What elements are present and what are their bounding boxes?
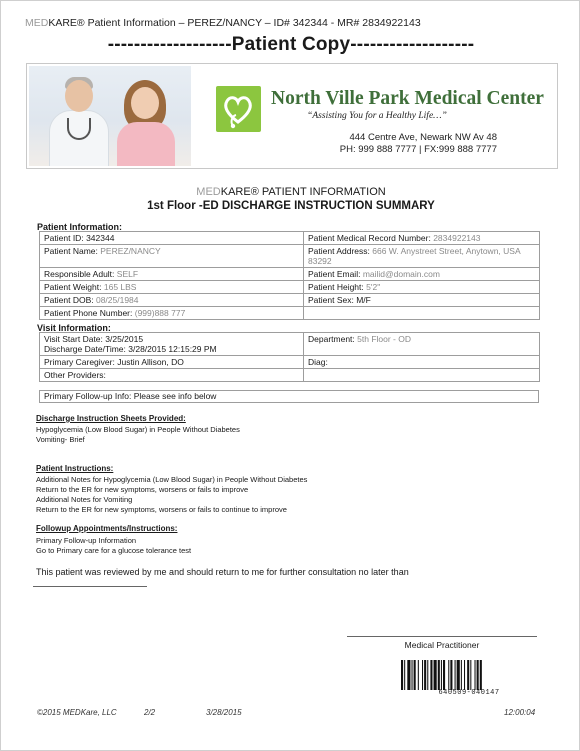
cell-value: (999)888 777: [134, 308, 186, 318]
document-subtitle: [1, 186, 580, 198]
barcode-bar: [461, 660, 462, 690]
barcode-bar: [401, 660, 403, 690]
list-item: Return to the ER for new symptoms, worsens or fails to continue to improve: [36, 505, 287, 514]
cell-label: Patient ID:: [44, 233, 87, 243]
clinic-logo-svg: [216, 86, 261, 132]
list-item: Additional Notes for Vomiting: [36, 495, 133, 504]
document-title: 1st Floor -ED DISCHARGE INSTRUCTION SUMMARY: [147, 200, 435, 212]
cell-value: 5th Floor - OD: [357, 334, 411, 344]
cell-value: M/F: [356, 295, 371, 305]
empty-cell: [304, 369, 540, 382]
header-brand-prefix: MED: [25, 17, 49, 29]
patient-copy-title: -------------------Patient Copy-------------------: [107, 34, 475, 55]
cell-label: Visit Start Date:: [44, 334, 106, 344]
cell-label: Patient Email:: [308, 269, 363, 279]
table-row: [40, 333, 540, 356]
clinic-phone: PH: 999 888 7777 | FX:999 888 7777: [339, 144, 497, 155]
cell-label: Other Providers:: [44, 370, 106, 380]
barcode-bar: [464, 660, 465, 690]
list-item: Vomiting- Brief: [36, 435, 85, 444]
barcode-bar: [480, 660, 482, 690]
followup-heading: Followup Appointments/Instructions:: [36, 524, 178, 533]
patient-email-cell: [304, 268, 540, 281]
cell-label: Patient Name:: [44, 246, 101, 256]
footer-copyright: ©2015 MEDKare, LLC: [37, 708, 117, 717]
cell-label: Diag:: [308, 357, 328, 367]
table-row: [40, 356, 540, 369]
footer-time: 12:00:04: [504, 708, 536, 717]
patient-info-heading: Patient Information:: [37, 222, 122, 232]
patient-id-cell: [40, 232, 304, 245]
barcode-bar: [424, 660, 426, 690]
barcode-bar: [450, 660, 452, 690]
barcode-bar: [455, 660, 456, 690]
cell-value: 2834922143: [433, 233, 481, 243]
barcode-bar: [441, 660, 442, 690]
barcode-bar: [443, 660, 445, 690]
cell-value: Justin Allison, DO: [117, 357, 184, 367]
barcode-bar: [475, 660, 476, 690]
cell-label: Responsible Adult:: [44, 269, 117, 279]
cell-value: 08/25/1984: [95, 295, 139, 305]
cell-label: Patient Address:: [308, 246, 373, 256]
cell-value: 3/28/2015 12:15:29 PM: [128, 344, 217, 354]
responsible-adult-cell: [40, 268, 304, 281]
header-text: KARE® Patient Information – PEREZ/NANCY – ID# 342344 - MR# 2834922143: [48, 17, 421, 29]
cell-label: Patient Sex:: [308, 295, 357, 305]
table-row: [40, 307, 540, 320]
list-item: Primary Follow-up Information: [36, 536, 137, 545]
medical-record-cell: [304, 232, 540, 245]
cell-label: Patient Height:: [308, 282, 367, 292]
barcode-bar: [430, 660, 432, 690]
barcode-bar: [422, 660, 423, 690]
cell-label: Discharge Date/Time:: [44, 344, 129, 354]
patient-sex-cell: [304, 294, 540, 307]
cell-value: 5'2": [366, 282, 381, 292]
clinic-banner: [26, 63, 558, 169]
caregiver-cell: [40, 356, 304, 369]
visit-start-line: [44, 334, 299, 344]
cell-value: 3/25/2015: [105, 334, 144, 344]
other-providers-cell: [40, 369, 304, 382]
barcode-icon: [401, 660, 537, 690]
table-row: [40, 268, 540, 281]
list-item: Additional Notes for Hypoglycemia (Low Blood Sugar) in People Without Diabetes: [36, 475, 308, 484]
visit-dates-cell: [40, 333, 304, 356]
discharge-sheets-heading: Discharge Instruction Sheets Provided:: [36, 414, 186, 423]
barcode-bar: [418, 660, 419, 690]
footer-date: 3/28/2015: [206, 708, 242, 717]
footer-page-number: 2/2: [144, 708, 156, 717]
cell-label: Patient Medical Record Number:: [308, 233, 434, 243]
patient-phone-cell: [40, 307, 304, 320]
barcode-bar: [448, 660, 449, 690]
barcode-bar: [467, 660, 469, 690]
document-header: [25, 17, 421, 29]
barcode-bar: [407, 660, 410, 690]
visit-info-table: [39, 332, 540, 382]
cell-value: 666 W. Anystreet Street, Anytown, USA 83292: [308, 246, 521, 266]
clinic-name: North Ville Park Medical Center: [271, 88, 544, 109]
list-item: Go to Primary care for a glucose tolerance test: [36, 546, 192, 555]
barcode-bar: [414, 660, 416, 690]
patient-info-table: [39, 231, 540, 320]
patient-weight-cell: [40, 281, 304, 294]
table-row: [40, 369, 540, 382]
heart-stethoscope-icon: [216, 86, 261, 132]
cell-label: Patient Weight:: [44, 282, 104, 292]
practitioner-label: Medical Practitioner: [404, 640, 480, 650]
barcode-bar: [438, 660, 440, 690]
cell-value: mailid@domain.com: [362, 269, 440, 279]
patient-name-cell: [40, 245, 304, 268]
doctor-and-girl-photo: [29, 66, 191, 166]
barcode-bar: [457, 660, 460, 690]
cell-value: 165 LBS: [103, 282, 137, 292]
barcode-number: 640509-040147: [438, 689, 500, 697]
patient-instructions-heading: Patient Instructions:: [36, 464, 114, 473]
cell-label: Patient DOB:: [44, 295, 96, 305]
cell-value: SELF: [116, 269, 139, 279]
primary-followup-box: Primary Follow-up Info: Please see info below: [39, 390, 539, 403]
table-row: [40, 294, 540, 307]
cell-label: Department:: [308, 334, 358, 344]
barcode-bar: [477, 660, 479, 690]
subtitle-brand-prefix: MED: [196, 186, 221, 198]
visit-info-heading: Visit Information:: [37, 323, 111, 333]
discharge-line: [44, 344, 299, 354]
patient-dob-cell: [40, 294, 304, 307]
doctor-head: [65, 80, 93, 112]
patient-address-cell: [304, 245, 540, 268]
date-signature-line: [33, 586, 147, 587]
table-row: [40, 281, 540, 294]
empty-cell: [304, 307, 540, 320]
review-statement: This patient was reviewed by me and should return to me for further consultation no later than: [36, 567, 409, 577]
subtitle-text: KARE® PATIENT INFORMATION: [220, 186, 386, 198]
barcode-bar: [470, 660, 471, 690]
barcode-bar: [412, 660, 413, 690]
table-row: [40, 245, 540, 268]
cell-label: Patient Phone Number:: [44, 308, 135, 318]
list-item: Return to the ER for new symptoms, worsens or fails to improve: [36, 485, 249, 494]
cell-value: PEREZ/NANCY: [100, 246, 161, 256]
practitioner-signature-line: [347, 636, 537, 637]
barcode-bar: [404, 660, 405, 690]
diag-cell: [304, 356, 540, 369]
department-cell: [304, 333, 540, 356]
cell-label: Primary Caregiver:: [44, 357, 118, 367]
list-item: Hypoglycemia (Low Blood Sugar) in People Without Diabetes: [36, 425, 240, 434]
clinic-tagline: “Assisting You for a Healthy Life…”: [307, 111, 447, 121]
barcode-bar: [434, 660, 437, 690]
cell-value: 342344: [86, 233, 115, 243]
girl-head: [131, 87, 159, 119]
patient-height-cell: [304, 281, 540, 294]
barcode-bar: [427, 660, 428, 690]
clinic-address: 444 Centre Ave, Newark NW Av 48: [349, 132, 497, 143]
girl-figure: [117, 122, 175, 166]
table-row: [40, 232, 540, 245]
